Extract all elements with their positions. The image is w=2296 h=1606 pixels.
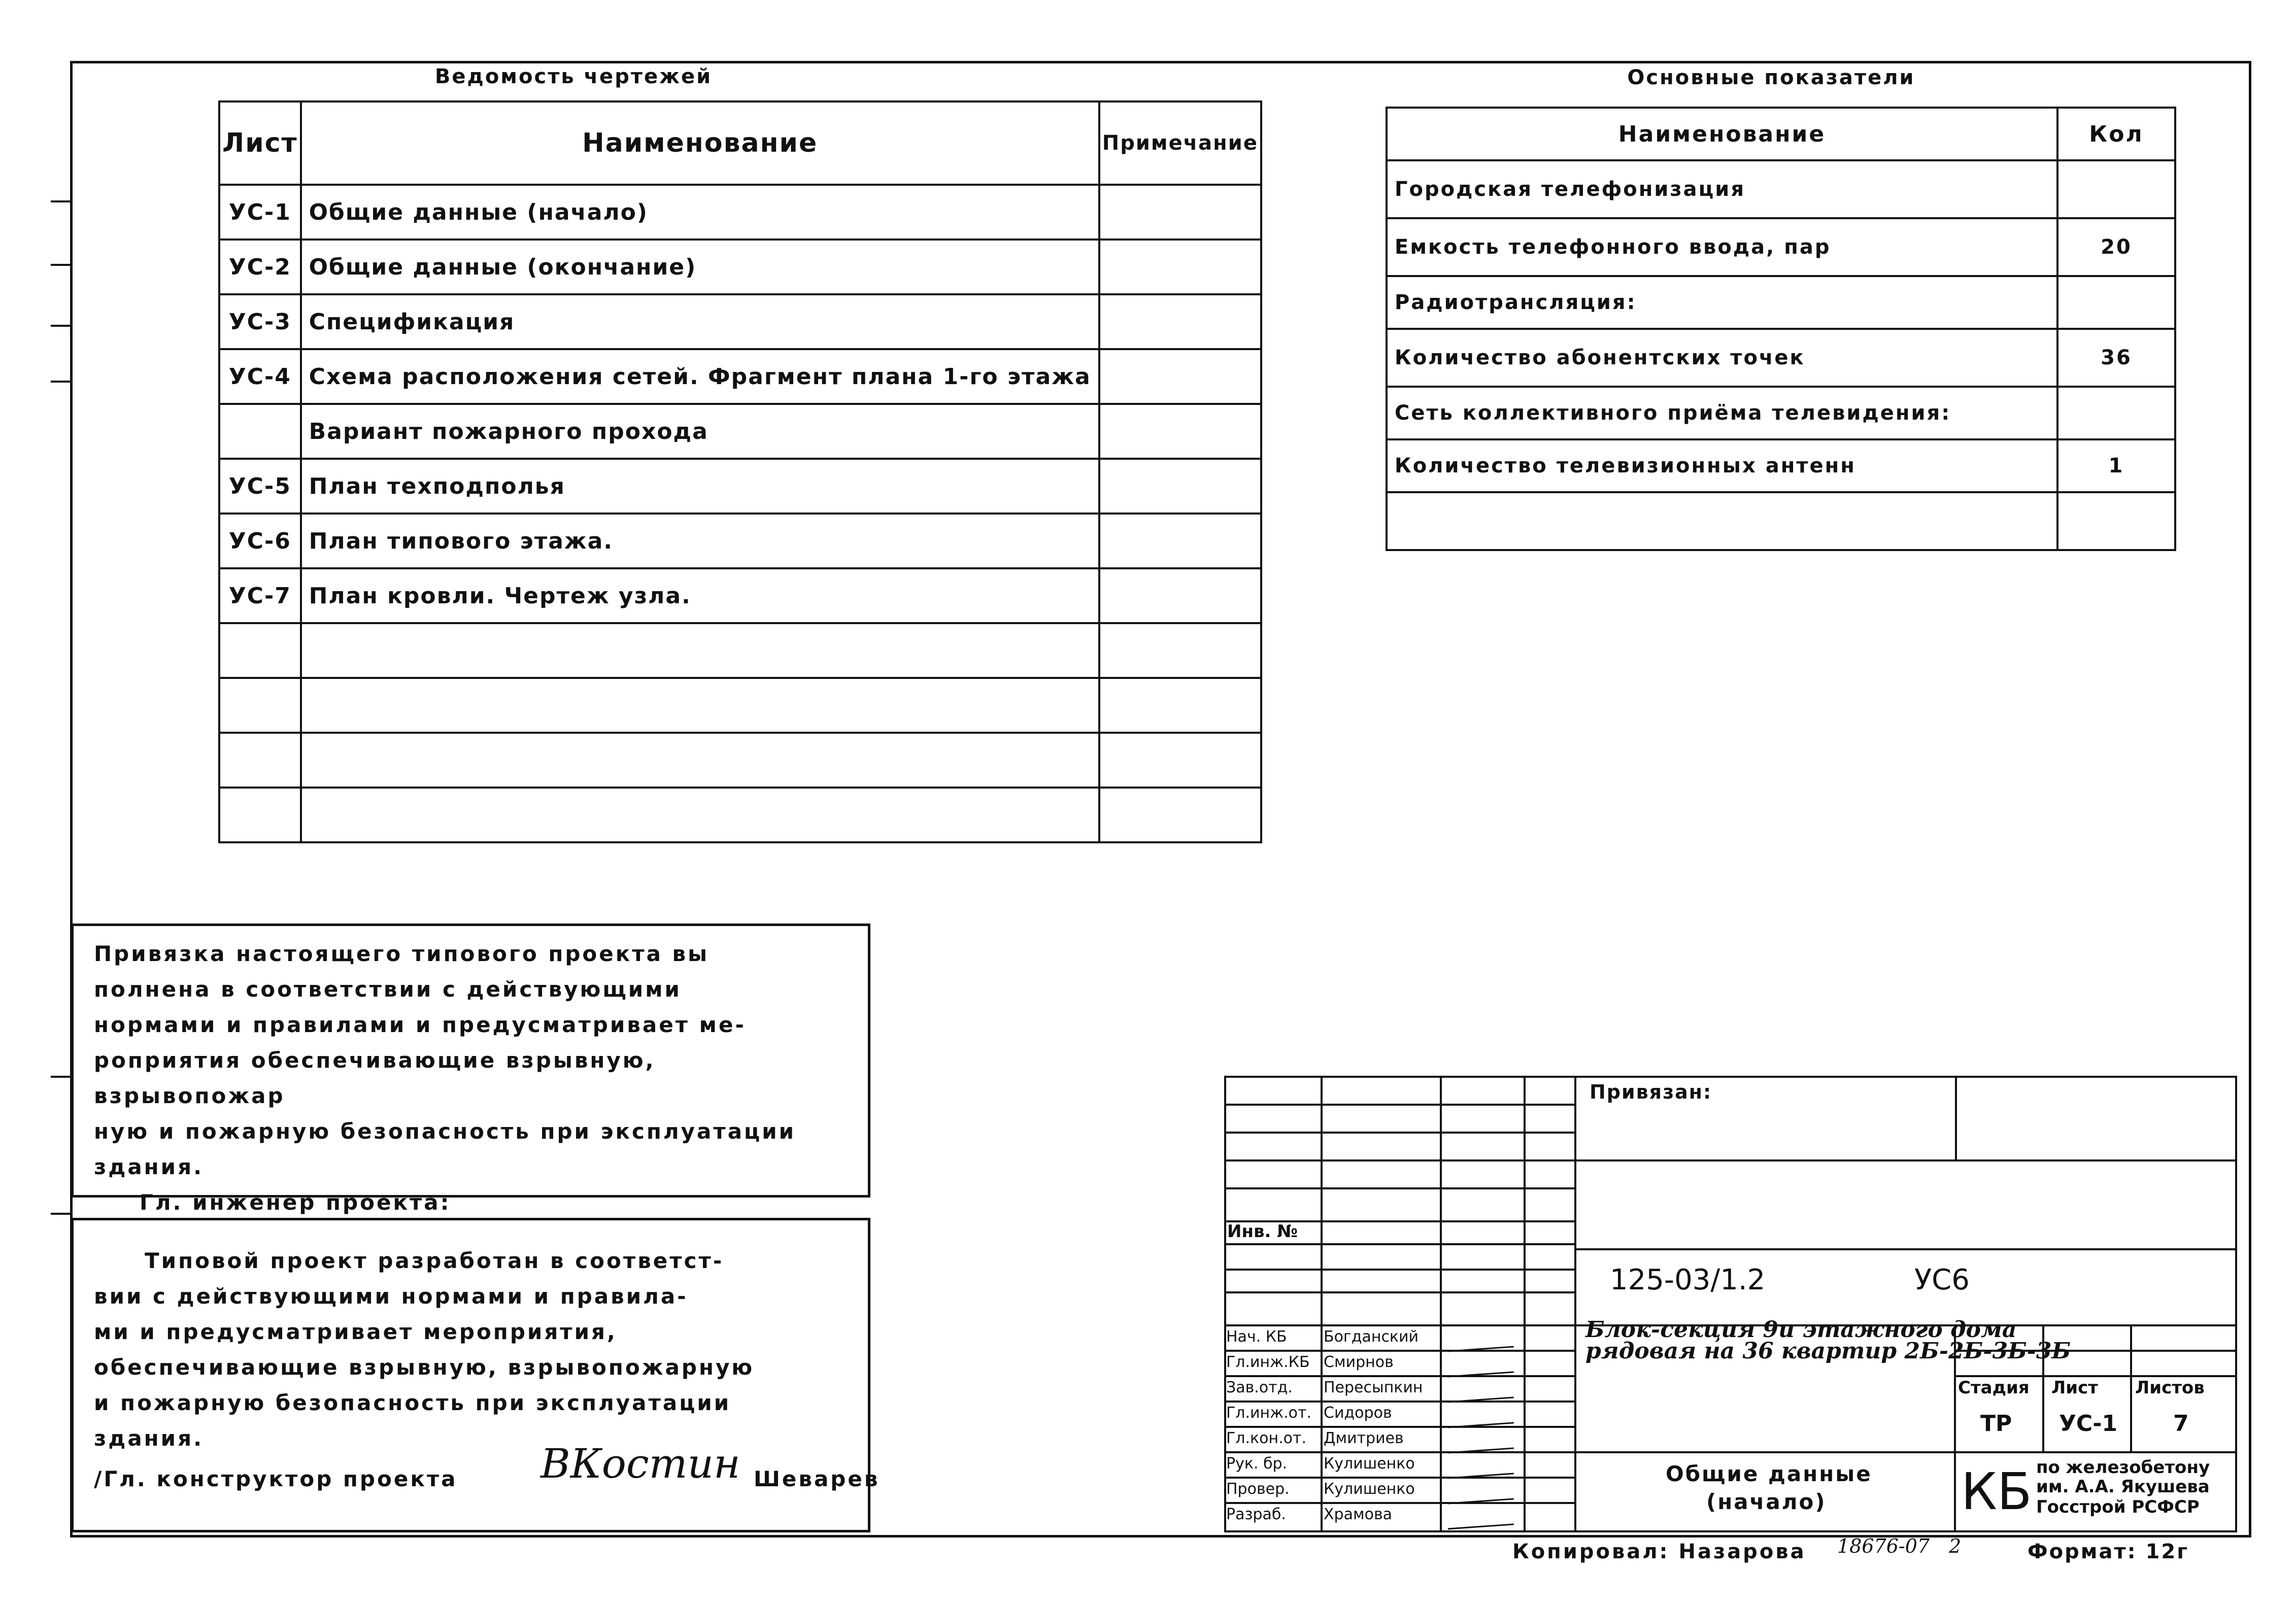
- margin-tick: [51, 1213, 71, 1215]
- drawing-row: [219, 514, 1261, 568]
- header-note: Примечание: [1099, 101, 1261, 185]
- stamp-role: Гл.инж.от.: [1226, 1404, 1312, 1422]
- drawing-row: [219, 623, 1261, 678]
- project-mark: УС6: [1914, 1263, 1970, 1296]
- copy-number: 18676-07: [1837, 1535, 1930, 1557]
- drawing-sheet-cell: [219, 733, 301, 788]
- drawing-name-cell: [301, 733, 1099, 788]
- stamp-role: Зав.отд.: [1226, 1379, 1293, 1396]
- stamp-person-name: Богданский: [1324, 1328, 1419, 1346]
- drawing-sheet-cell: [219, 404, 301, 459]
- stamp-person-name: Сидоров: [1324, 1404, 1392, 1422]
- project-note-line: здания.: [94, 1426, 204, 1451]
- drawing-name-cell: Общие данные (начало): [301, 185, 1099, 240]
- stage-value: ТР: [1980, 1411, 2012, 1437]
- chief-engineer-label: Гл. инженер проекта:: [140, 1190, 451, 1215]
- drawing-name-cell: [301, 788, 1099, 842]
- stamp-signature: [1447, 1485, 1514, 1505]
- header-indicator-qty: Кол: [2057, 108, 2175, 160]
- object-title-line-1: Блок-секция 9и этажного дома: [1585, 1317, 2017, 1343]
- drawing-note-cell: [1099, 623, 1261, 678]
- stamp-role: Разраб.: [1226, 1506, 1286, 1523]
- drawing-note-cell: [1099, 294, 1261, 349]
- drawing-note-cell: [1099, 514, 1261, 568]
- indicator-qty-cell: 20: [2057, 218, 2175, 276]
- stamp-role: Рук. бр.: [1226, 1455, 1288, 1473]
- indicator-name-cell: [1387, 492, 2057, 550]
- drawing-row: [219, 459, 1261, 514]
- binding-note-line: полнена в соответствии с действующими: [94, 977, 682, 1002]
- designer-signature: ВКостин: [541, 1440, 740, 1487]
- drawing-note-cell: [1099, 240, 1261, 294]
- drawing-name-cell: Вариант пожарного прохода: [301, 404, 1099, 459]
- stamp-signature: [1447, 1511, 1514, 1530]
- stamp-role: Нач. КБ: [1226, 1328, 1287, 1346]
- sheet-value: УС-1: [2059, 1411, 2118, 1437]
- margin-tick: [51, 1076, 71, 1078]
- margin-tick: [51, 264, 71, 266]
- drawing-row: [219, 788, 1261, 842]
- inventory-label: Инв. №: [1227, 1221, 1298, 1242]
- drawing-sheet-cell: УС-5: [219, 459, 301, 514]
- stamp-person-name: Кулишенко: [1324, 1455, 1415, 1473]
- binding-note-line: ную и пожарную безопасность при эксплуатации: [94, 1119, 796, 1144]
- binding-note-line: здания.: [94, 1154, 204, 1179]
- stamp-role: Гл.инж.КБ: [1226, 1353, 1310, 1371]
- stamp-person-name: Пересыпкин: [1324, 1379, 1423, 1396]
- stamp-signature: [1447, 1358, 1514, 1378]
- indicator-row: [1387, 276, 2175, 329]
- project-note-line: и пожарную безопасность при эксплуатации: [94, 1390, 731, 1415]
- drawings-table: [218, 100, 1262, 843]
- drawing-name-cell: План кровли. Чертеж узла.: [301, 568, 1099, 623]
- drawing-note-cell: [1099, 459, 1261, 514]
- drawing-note-cell: [1099, 568, 1261, 623]
- stamp-role: Гл.кон.от.: [1226, 1429, 1306, 1447]
- indicator-qty-cell: [2057, 387, 2175, 439]
- indicator-qty-cell: 1: [2057, 439, 2175, 492]
- sheets-value: 7: [2173, 1411, 2189, 1437]
- binding-note-line: Привязка настоящего типового проекта вы: [94, 941, 710, 966]
- drawing-sheet-cell: УС-2: [219, 240, 301, 294]
- drawing-row: [219, 240, 1261, 294]
- indicator-name-cell: Радиотрансляция:: [1387, 276, 2057, 329]
- indicator-qty-cell: [2057, 492, 2175, 550]
- drawing-name-cell: Общие данные (окончание): [301, 240, 1099, 294]
- indicator-name-cell: Количество абонентских точек: [1387, 329, 2057, 387]
- sheet-header: Лист: [2051, 1378, 2098, 1398]
- chief-designer-name: Шеварев: [754, 1466, 880, 1491]
- bound-label: Привязан:: [1590, 1081, 1712, 1103]
- drawing-name-cell: План техподполья: [301, 459, 1099, 514]
- indicators-title: Основные показатели: [1627, 66, 1915, 89]
- organization-line-1: по железобетону: [2036, 1457, 2210, 1478]
- drawing-note-cell: [1099, 678, 1261, 733]
- drawing-sheet-cell: УС-3: [219, 294, 301, 349]
- drawing-row: [219, 349, 1261, 404]
- binding-note-line: роприятия обеспечивающие взрывную, взрывопожар: [94, 1048, 656, 1108]
- drawing-note-cell: [1099, 404, 1261, 459]
- margin-tick: [51, 325, 71, 327]
- copy-index: 2: [1949, 1535, 1962, 1557]
- drawing-row: [219, 568, 1261, 623]
- indicator-row: [1387, 439, 2175, 492]
- project-code: 125-03/1.2: [1610, 1263, 1766, 1296]
- indicator-name-cell: Емкость телефонного ввода, пар: [1387, 218, 2057, 276]
- header-name: Наименование: [301, 101, 1099, 185]
- indicator-name-cell: Городская телефонизация: [1387, 160, 2057, 218]
- project-note-line: ми и предусматривает мероприятия,: [94, 1319, 617, 1344]
- stage-header: Стадия: [1958, 1378, 2030, 1398]
- drawing-name-line-2: (начало): [1706, 1489, 1827, 1514]
- chief-designer-label: /Гл. конструктор проекта: [94, 1466, 458, 1491]
- organization-line-3: Госстрой РСФСР: [2036, 1497, 2200, 1517]
- drawing-row: [219, 185, 1261, 240]
- drawing-row: [219, 678, 1261, 733]
- drawing-note-cell: [1099, 185, 1261, 240]
- indicator-row: [1387, 329, 2175, 387]
- project-note-line: вии с действующими нормами и правила-: [94, 1284, 688, 1309]
- margin-tick: [51, 381, 71, 383]
- organization-logo: КБ: [1961, 1462, 2032, 1521]
- drawing-sheet-cell: [219, 678, 301, 733]
- header-sheet: Лист: [219, 101, 301, 185]
- indicator-row: [1387, 492, 2175, 550]
- indicator-row: [1387, 160, 2175, 218]
- drawing-sheet-cell: УС-6: [219, 514, 301, 568]
- stamp-person-name: Смирнов: [1324, 1353, 1394, 1371]
- drawing-sheet-cell: УС-1: [219, 185, 301, 240]
- drawing-note-cell: [1099, 349, 1261, 404]
- stamp-role: Провер.: [1226, 1480, 1290, 1498]
- stamp-signature: [1447, 1434, 1514, 1454]
- binding-note: [71, 924, 870, 1215]
- indicator-row: [1387, 387, 2175, 439]
- drawing-name-cell: Схема расположения сетей. Фрагмент плана 1-го этажа: [301, 349, 1099, 404]
- drawing-name-cell: План типового этажа.: [301, 514, 1099, 568]
- stamp-person-name: Дмитриев: [1324, 1429, 1404, 1447]
- project-note: [71, 1218, 880, 1532]
- object-title-line-2: рядовая на 36 квартир 2Б-2Б-3Б-3Б: [1585, 1338, 2071, 1364]
- indicators-table: [1386, 107, 2176, 551]
- drawing-name-cell: [301, 623, 1099, 678]
- drawing-sheet-cell: УС-4: [219, 349, 301, 404]
- drawing-row: [219, 404, 1261, 459]
- drawing-note-cell: [1099, 788, 1261, 842]
- indicator-qty-cell: 36: [2057, 329, 2175, 387]
- drawing-name-cell: Спецификация: [301, 294, 1099, 349]
- drawing-name-cell: [301, 678, 1099, 733]
- indicator-name-cell: Количество телевизионных антенн: [1387, 439, 2057, 492]
- stamp-signature: [1447, 1384, 1514, 1403]
- format-label: Формат: 12г: [2028, 1540, 2189, 1563]
- stamp-signature: [1447, 1460, 1514, 1479]
- project-note-line: Типовой проект разработан в соответст-: [145, 1248, 724, 1273]
- title-block: [1224, 1076, 2239, 1532]
- drawing-sheet-cell: УС-7: [219, 568, 301, 623]
- stamp-signature: [1447, 1333, 1514, 1352]
- stamp-person-name: Кулишенко: [1324, 1480, 1415, 1498]
- indicator-row: [1387, 218, 2175, 276]
- drawing-sheet-cell: [219, 623, 301, 678]
- drawing-row: [219, 733, 1261, 788]
- drawings-list-title: Ведомость чертежей: [434, 65, 713, 88]
- drawing-sheet-cell: [219, 788, 301, 842]
- header-indicator-name: Наименование: [1387, 108, 2057, 160]
- margin-tick: [51, 200, 71, 202]
- sheets-header: Листов: [2135, 1378, 2205, 1398]
- project-note-line: обеспечивающие взрывную, взрывопожарную: [94, 1355, 755, 1380]
- indicator-qty-cell: [2057, 160, 2175, 218]
- stamp-person-name: Храмова: [1324, 1506, 1393, 1523]
- copied-by: Копировал: Назарова: [1512, 1540, 1806, 1563]
- stamp-signature: [1447, 1409, 1514, 1428]
- drawing-name-line-1: Общие данные: [1666, 1461, 1872, 1486]
- binding-note-line: нормами и правилами и предусматривает ме-: [94, 1012, 746, 1037]
- organization-line-2: им. А.А. Якушева: [2036, 1477, 2210, 1497]
- drawing-note-cell: [1099, 733, 1261, 788]
- indicator-name-cell: Сеть коллективного приёма телевидения:: [1387, 387, 2057, 439]
- drawing-row: [219, 294, 1261, 349]
- indicator-qty-cell: [2057, 276, 2175, 329]
